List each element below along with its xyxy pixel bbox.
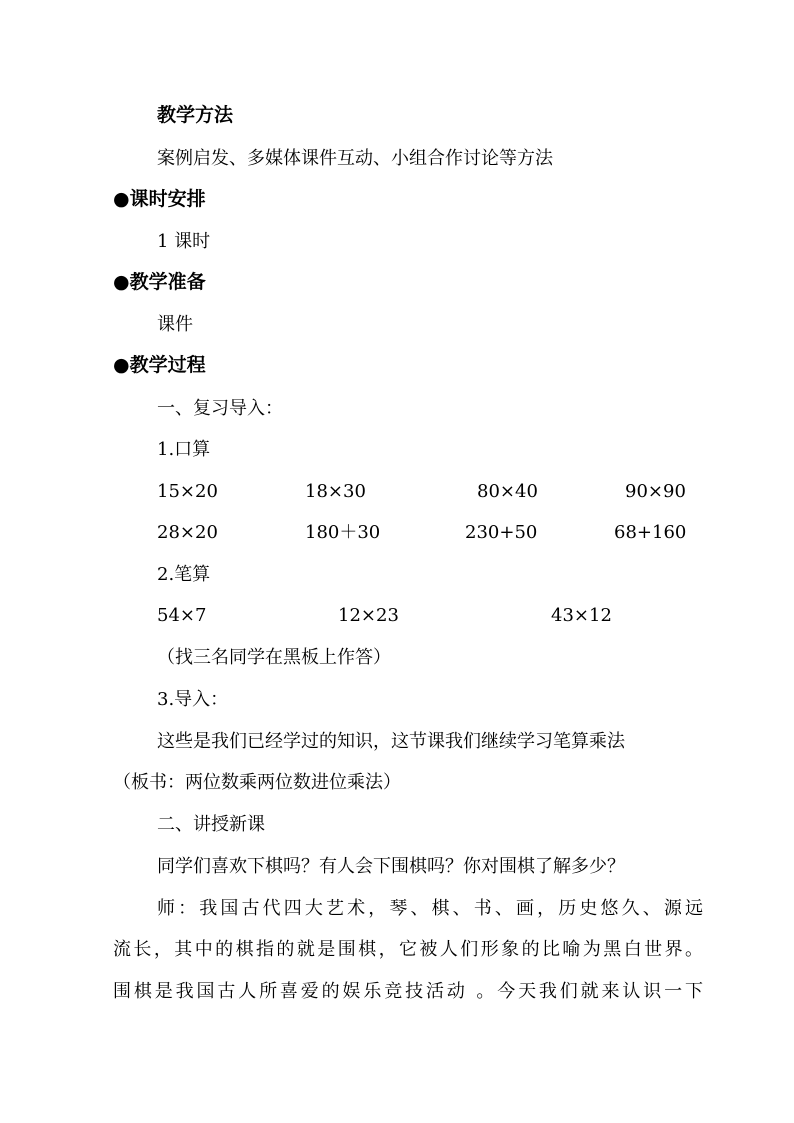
written-calc-note: （找三名同学在黑板上作答） xyxy=(157,647,391,668)
schedule-heading: ●课时安排 xyxy=(113,188,206,210)
schedule-text: 1 课时 xyxy=(157,231,211,252)
oral-calc-item: 68+160 xyxy=(614,522,687,543)
prep-text: 课件 xyxy=(157,314,193,335)
oral-calc-item: 80×40 xyxy=(477,481,538,502)
method-text: 案例启发、多媒体课件互动、小组合作讨论等方法 xyxy=(157,148,553,169)
oral-calc-item: 15×20 xyxy=(157,481,218,502)
written-calc-item: 43×12 xyxy=(551,605,612,626)
written-calc-item: 12×23 xyxy=(338,605,399,626)
question-text: 同学们喜欢下棋吗？有人会下围棋吗？你对围棋了解多少？ xyxy=(157,856,625,877)
intro-title: 3.导入： xyxy=(157,689,229,710)
section-two-title: 二、讲授新课 xyxy=(157,814,265,835)
teacher-line-2: 流长，其中的棋指的就是围棋，它被人们形象的比喻为黑白世界。 xyxy=(113,939,703,960)
oral-calc-title: 1.口算 xyxy=(157,439,211,460)
oral-calc-item: 18×30 xyxy=(305,481,366,502)
board-text: （板书：两位数乘两位数进位乘法） xyxy=(113,772,401,793)
method-heading: 教学方法 xyxy=(157,104,234,126)
written-calc-item: 54×7 xyxy=(157,605,207,626)
intro-text: 这些是我们已经学过的知识，这节课我们继续学习笔算乘法 xyxy=(157,731,625,752)
process-heading: ●教学过程 xyxy=(113,354,206,376)
oral-calc-item: 28×20 xyxy=(157,522,218,543)
prep-heading: ●教学准备 xyxy=(113,271,206,293)
oral-calc-item: 180＋30 xyxy=(305,522,381,543)
teacher-line-1: 师：我国古代四大艺术，琴、棋、书、画，历史悠久、源远 xyxy=(157,898,703,919)
section-one-title: 一、复习导入： xyxy=(157,398,283,419)
oral-calc-item: 90×90 xyxy=(625,481,686,502)
written-calc-title: 2.笔算 xyxy=(157,564,211,585)
teacher-line-3: 围棋是我国古人所喜爱的娱乐竞技活动 。今天我们就来认识一下 xyxy=(113,981,703,1002)
oral-calc-item: 230+50 xyxy=(465,522,538,543)
